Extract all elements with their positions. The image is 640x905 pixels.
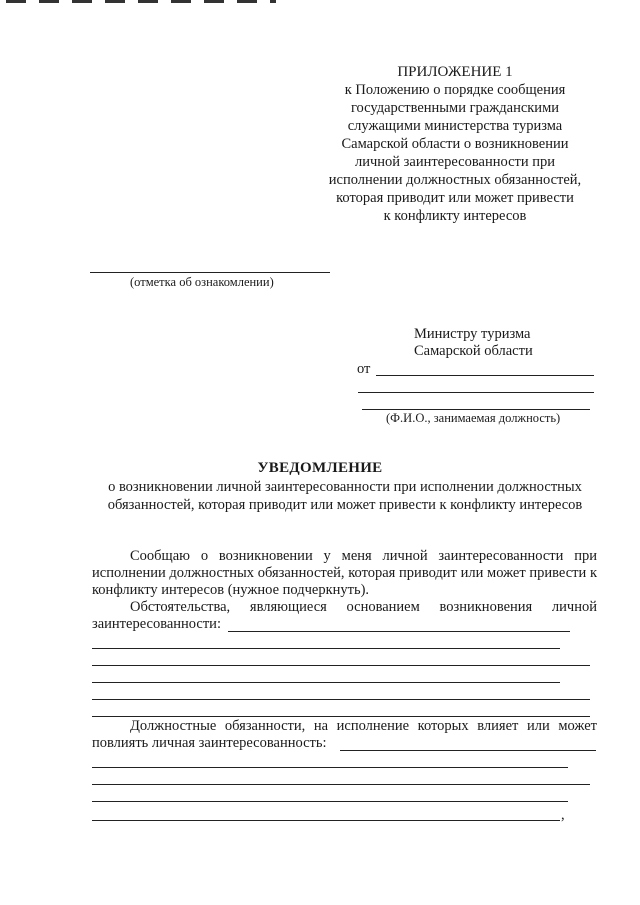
- duties-field-line[interactable]: [92, 801, 568, 802]
- appendix-line: к конфликту интересов: [383, 208, 527, 224]
- circumstances-field-line[interactable]: [92, 716, 590, 717]
- appendix-header: [320, 63, 590, 225]
- appendix-line: служащими министерства туризма: [347, 118, 563, 134]
- circumstances-label-line1: Обстоятельства, являющиеся основанием возникновения личной: [130, 599, 597, 615]
- appendix-line: исполнении должностных обязанностей,: [328, 172, 582, 188]
- addressee-line1: Министру туризма: [414, 326, 531, 342]
- from-field-line-2[interactable]: [358, 392, 594, 393]
- notice-subtitle-line: обязанностей, которая приводит или может привести к конфликту интересов: [107, 497, 583, 513]
- appendix-title: ПРИЛОЖЕНИЕ 1: [397, 64, 513, 80]
- from-field-line[interactable]: [376, 375, 594, 376]
- addressee-line2: Самарской области: [414, 343, 533, 359]
- addressee-caption: (Ф.И.О., занимаемая должность): [386, 411, 561, 425]
- circumstances-field-line[interactable]: [92, 699, 590, 700]
- from-field-line-3[interactable]: [362, 409, 590, 410]
- duties-label-line2: повлиять личная заинтересованность:: [92, 735, 327, 751]
- circumstances-field-line[interactable]: [92, 665, 590, 666]
- duties-label-line1: Должностные обязанности, на исполнение которых влияет или может: [130, 718, 597, 734]
- trailing-comma: ,: [561, 807, 565, 823]
- appendix-line: которая приводит или может привести: [336, 190, 574, 206]
- acknowledgement-line[interactable]: [90, 272, 330, 273]
- appendix-line: Самарской области о возникновении: [341, 136, 569, 152]
- notice-subtitle: [80, 478, 610, 514]
- paragraph-statement: Сообщаю о возникновении у меня личной заинтересованности при исполнении должностных обязанностей, которая приводит или может привести к конфликту интересов (нужное подчеркнуть).: [92, 548, 597, 598]
- appendix-line: государственными гражданскими: [350, 100, 560, 116]
- from-label: от: [357, 361, 371, 377]
- appendix-line: к Положению о порядке сообщения: [344, 82, 566, 98]
- duties-field-line[interactable]: [92, 784, 590, 785]
- duties-field-line[interactable]: [340, 750, 596, 751]
- acknowledgement-caption: (отметка об ознакомлении): [130, 275, 274, 289]
- circumstances-field-line[interactable]: [92, 682, 560, 683]
- notice-title: УВЕДОМЛЕНИЕ: [257, 460, 383, 476]
- notice-subtitle-line: о возникновении личной заинтересованности при исполнении должностных: [108, 479, 582, 495]
- circumstances-field-line[interactable]: [92, 648, 560, 649]
- duties-field-line[interactable]: [92, 820, 560, 821]
- appendix-line: личной заинтересованности при: [354, 154, 556, 170]
- circumstances-label-line2: заинтересованности:: [92, 616, 221, 632]
- circumstances-field-line[interactable]: [228, 631, 570, 632]
- top-dashed-border: [6, 0, 276, 3]
- duties-field-line[interactable]: [92, 767, 568, 768]
